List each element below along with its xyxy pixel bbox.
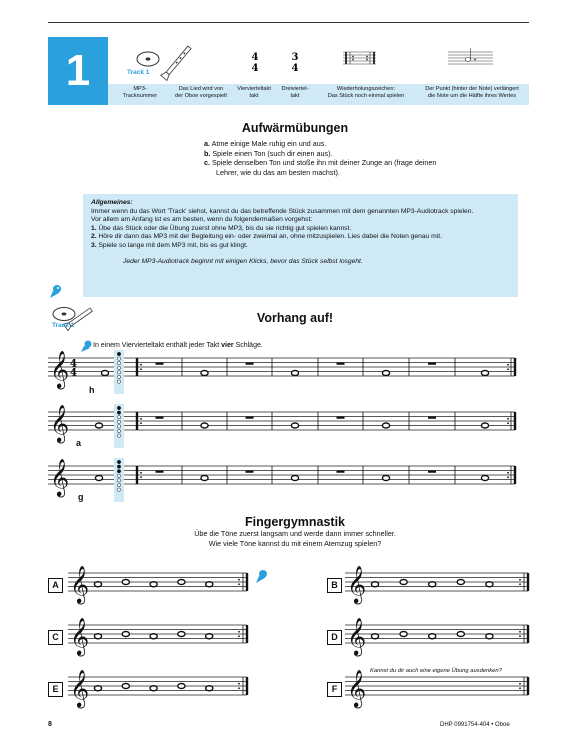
lesson-number: 1: [48, 37, 108, 105]
info-lead: Vor allem am Anfang ist es am besten, wenn du folgendermaßen vorgehst:: [91, 216, 313, 224]
list-item: a. Atme einige Male ruhig ein und aus.: [204, 139, 327, 148]
whole-note: [486, 634, 493, 639]
repeat-dot: [238, 687, 240, 689]
whole-note: [457, 580, 464, 585]
whole-note: [122, 684, 129, 689]
whole-note: [429, 582, 436, 587]
legend-34: Dreiviertel- takt: [281, 86, 309, 99]
repeat-dot: [238, 631, 240, 633]
treble-clef: 𝄞: [70, 669, 90, 708]
finger-title: Fingergymnastik: [244, 515, 346, 529]
info-step: 3. Spiele so lange mit dem MP3 mit, bis es gut klingt.: [91, 241, 248, 249]
repeat-dot: [519, 631, 521, 633]
repeat-dot: [238, 683, 240, 685]
note-name: a: [76, 438, 82, 448]
exercise-label-d: D: [327, 630, 342, 645]
whole-note: [94, 634, 101, 639]
whole-note: [206, 686, 213, 691]
info-note: Jeder MP3-Audiotrack beginnt mit einigen Klicks, bevor das Stück selbst losgeht.: [123, 257, 363, 265]
time-sig: 4: [70, 367, 77, 379]
info-step: 2. Höre dir dann das MP3 mit der Begleitung ein- oder zweimal an, ohne mitzuspielen. Lies dabei die Noten genau mit.: [91, 233, 442, 241]
legend-track: MP3- Tracknummer: [122, 86, 158, 99]
publisher-code: DHP 0991754-404 • Oboe: [440, 722, 510, 728]
repeat-dot: [519, 683, 521, 685]
whole-note: [400, 632, 407, 637]
time-sig-34-bottom: 4: [291, 63, 299, 74]
info-intro: Immer wenn du das Wort 'Track' siehst, kannst du das betreffende Stück zusammen mit dem genannten MP3-Audiotrack spielen.: [91, 207, 474, 215]
whole-note: [178, 580, 185, 585]
whole-note: [457, 632, 464, 637]
whole-note: [206, 582, 213, 587]
repeat-dot: [238, 579, 240, 581]
list-item: b. Spiele einen Ton (such dir einen aus).: [204, 148, 333, 158]
page-number: 8: [48, 721, 52, 728]
time-sig: 4: [70, 358, 77, 370]
whole-note: [150, 634, 157, 639]
f-prompt: Kannst du dir auch eine eigene Übung ausdenken?: [370, 668, 502, 674]
legend-dot: Der Punkt (hinter der Note) verlängert die Note um die Hälfte ihres Wertes: [425, 86, 519, 99]
whole-note: [371, 634, 378, 639]
track-label: Track 1: [127, 69, 150, 76]
whole-note: [150, 582, 157, 587]
treble-clef: 𝄞: [347, 565, 367, 604]
treble-clef: 𝄞: [347, 669, 367, 708]
treble-clef: 𝄞: [70, 565, 90, 604]
list-item: c. Spiele denselben Ton und stoße ihn mit deiner Zunge an (frage deinen Lehrer, wie du das am besten machst).: [204, 158, 437, 177]
treble-clef: 𝄞: [347, 617, 367, 656]
exercise-label-e: E: [48, 682, 63, 697]
time-sig-44-bottom: 4: [251, 63, 259, 74]
exercise-label-f: F: [327, 682, 342, 697]
repeat-dot: [238, 583, 240, 585]
finger-instructions: Übe die Töne zuerst langsam und werde dann immer schneller. Wie viele Töne kannst du mit einem Atemzug spielen?: [194, 529, 396, 548]
whole-note: [178, 632, 185, 637]
time-sig-44-top: 4: [251, 52, 259, 63]
treble-clef: 𝄞: [50, 350, 70, 389]
treble-clef: 𝄞: [70, 617, 90, 656]
legend-oboe: Das Lied wird von der Oboe vorgespielt: [175, 86, 227, 99]
warmup-title: Aufwärmübungen: [241, 121, 349, 135]
whole-note: [150, 686, 157, 691]
whole-note: [94, 582, 101, 587]
info-step: 1. Übe das Stück oder die Übung zuerst ohne MP3, bis du sie richtig gut spielen kannst.: [91, 224, 352, 232]
legend-44: Viervierteltakt takt: [237, 86, 271, 99]
exercise-label-b: B: [327, 578, 342, 593]
time-sig-34-top: 3: [291, 52, 299, 63]
whole-note: [371, 582, 378, 587]
vorhang-track-label: Track 1: [52, 322, 75, 329]
whole-note: [122, 580, 129, 585]
whole-note: [178, 684, 185, 689]
vorhang-title: Vorhang auf!: [256, 311, 334, 325]
repeat-dot: [519, 583, 521, 585]
info-heading: Allgemeines:: [91, 199, 133, 206]
repeat-dot: [238, 635, 240, 637]
whole-note: [429, 634, 436, 639]
whole-note: [206, 634, 213, 639]
legend-repeat: Wiederholungszeichen: Das Stück noch einmal spielen: [327, 86, 405, 99]
note-name: h: [89, 385, 95, 395]
whole-note: [94, 686, 101, 691]
repeat-dot: [519, 579, 521, 581]
treble-clef: 𝄞: [50, 404, 70, 443]
repeat-dot: [519, 687, 521, 689]
note-name: g: [78, 492, 84, 502]
treble-clef: 𝄞: [50, 458, 70, 497]
exercise-label-c: C: [48, 630, 63, 645]
exercise-label-a: A: [48, 578, 63, 593]
repeat-dot: [519, 635, 521, 637]
vorhang-instruction: In einem Viervierteltakt enthält jeder Takt vier Schläge.: [93, 342, 263, 349]
whole-note: [122, 632, 129, 637]
whole-note: [400, 580, 407, 585]
whole-note: [486, 582, 493, 587]
